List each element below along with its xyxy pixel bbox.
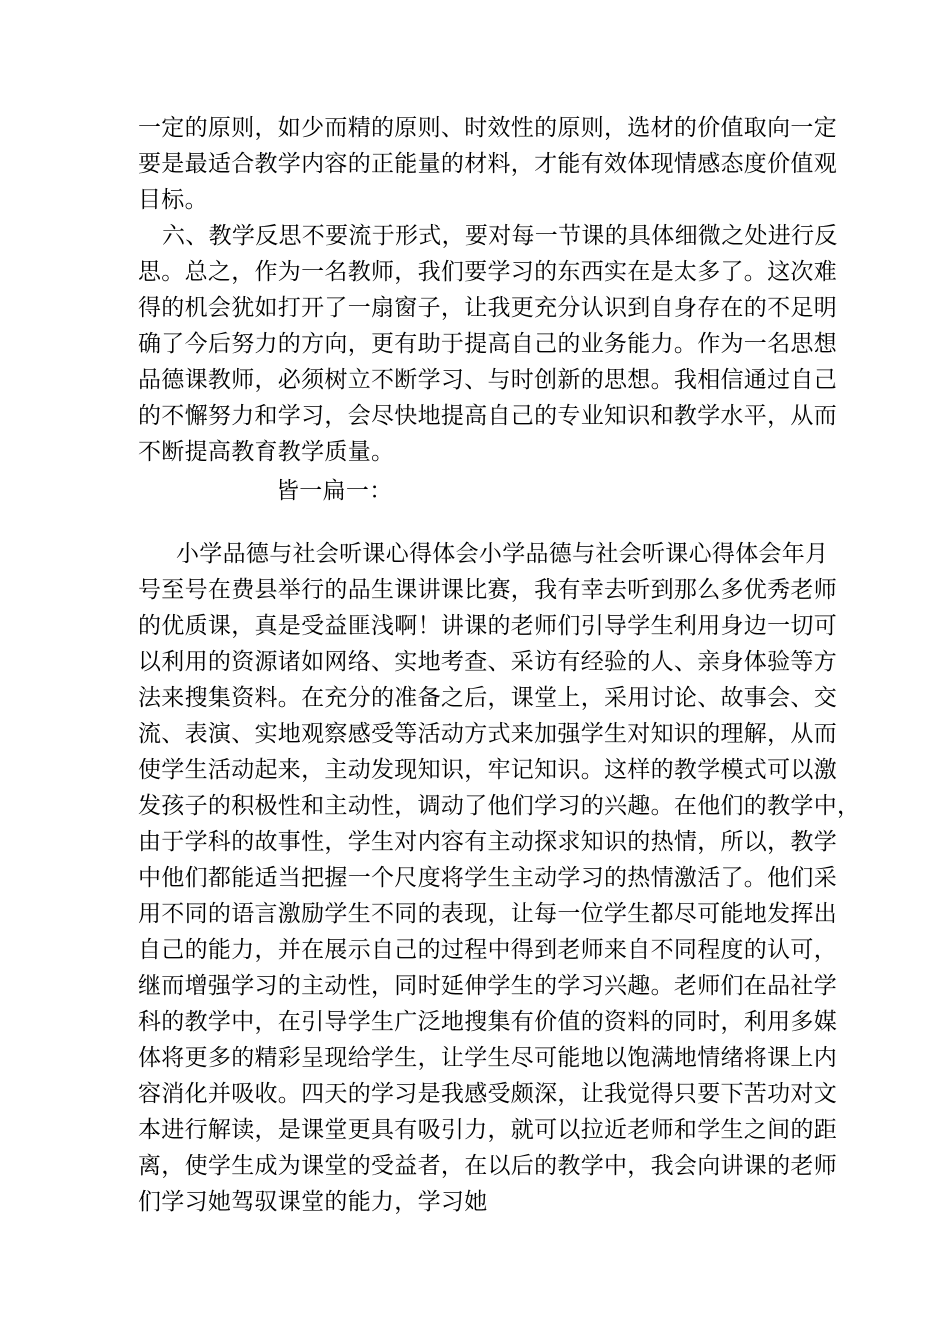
- text-line: 号至号在费县举行的品生课讲课比赛，我有幸去听到那么多优秀老师: [138, 577, 837, 603]
- text-line: 由于学科的故事性，学生对内容有主动探求知识的热情，所以，教学: [138, 829, 837, 855]
- text-line: 的优质课，真是受益匪浅啊！讲课的老师们引导学生利用身边一切可: [138, 613, 837, 639]
- text-line: 们学习她驾驭课堂的能力，学习她: [138, 1189, 488, 1215]
- text-line: 用不同的语言激励学生不同的表现，让每一位学生都尽可能地发挥出: [138, 901, 837, 927]
- section-heading: 皆一扁一：: [276, 478, 393, 504]
- text-line: 得的机会犹如打开了一扇窗子，让我更充分认识到自身存在的不足明: [138, 295, 837, 321]
- text-line: 离，使学生成为课堂的受益者，在以后的教学中，我会向讲课的老师: [138, 1153, 837, 1179]
- text-line: 体将更多的精彩呈现给学生，让学生尽可能地以饱满地情绪将课上内: [138, 1045, 837, 1071]
- text-line: 确了今后努力的方向，更有助于提高自己的业务能力。作为一名思想: [138, 331, 837, 357]
- text-line: 以利用的资源诸如网络、实地考查、采访有经验的人、亲身体验等方: [138, 649, 837, 675]
- text-line: 流、表演、实地观察感受等活动方式来加强学生对知识的理解，从而: [138, 721, 837, 747]
- text-line: 法来搜集资料。在充分的准备之后，课堂上，采用讨论、故事会、交: [138, 685, 837, 711]
- text-line: 思。总之，作为一名教师，我们要学习的东西实在是太多了。这次难: [138, 259, 837, 285]
- section-six-first-line: 六、教学反思不要流于形式，要对每一节课的具体细微之处进行反: [162, 223, 838, 249]
- text-line: 容消化并吸收。四天的学习是我感受颇深，让我觉得只要下苦功对文: [138, 1081, 837, 1107]
- text-line: 使学生活动起来，主动发现知识，牢记知识。这样的教学模式可以激: [138, 757, 837, 783]
- text-line: 发孩子的积极性和主动性，调动了他们学习的兴趣。在他们的教学中，: [138, 793, 861, 819]
- text-line: 要是最适合教学内容的正能量的材料，才能有效体现情感态度价值观: [138, 151, 837, 177]
- text-line: 不断提高教育教学质量。: [138, 439, 395, 465]
- text-line: 的不懈努力和学习，会尽快地提高自己的专业知识和教学水平，从而: [138, 403, 837, 429]
- text-line: 本进行解读，是课堂更具有吸引力，就可以拉近老师和学生之间的距: [138, 1117, 837, 1143]
- text-line: 品德课教师，必须树立不断学习、与时创新的思想。我相信通过自己: [138, 367, 837, 393]
- text-line: 自己的能力，并在展示自己的过程中得到老师来自不同程度的认可，: [138, 937, 837, 963]
- text-line: 中他们都能适当把握一个尺度将学生主动学习的热情激活了。他们采: [138, 865, 837, 891]
- text-line: 目标。: [138, 187, 208, 213]
- text-line: 继而增强学习的主动性，同时延伸学生的学习兴趣。老师们在品社学: [138, 973, 837, 999]
- text-line: 一定的原则，如少而精的原则、时效性的原则，选材的价值取向一定: [138, 115, 837, 141]
- text-line: 科的教学中，在引导学生广泛地搜集有价值的资料的同时，利用多媒: [138, 1009, 837, 1035]
- paragraph-first-line: 小学品德与社会听课心得体会小学品德与社会听课心得体会年月: [176, 541, 829, 567]
